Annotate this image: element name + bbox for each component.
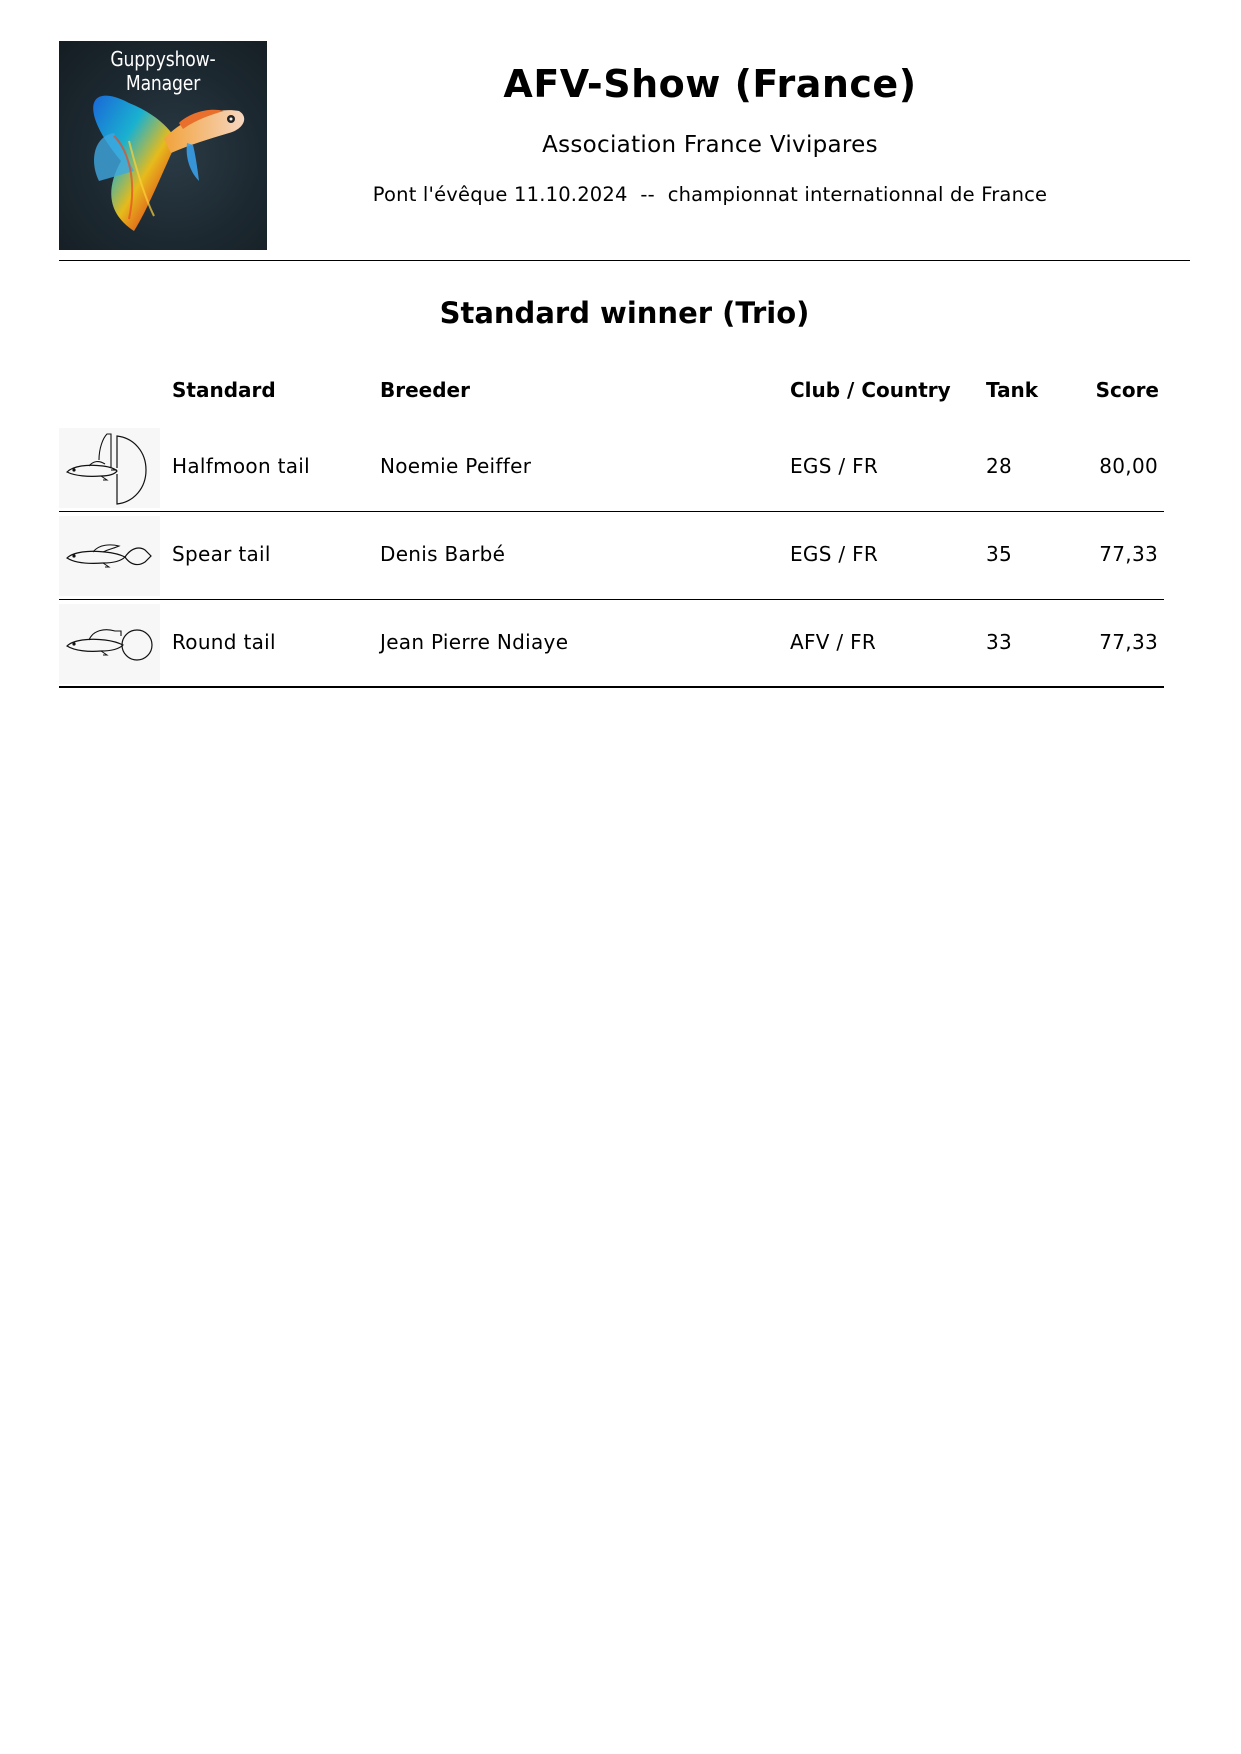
section-title: Standard winner (Trio) xyxy=(439,296,810,330)
header-divider xyxy=(59,260,1190,261)
breeder-cell: Noemie Peiffer xyxy=(380,454,532,478)
page-subtitle: Association France Vivipares xyxy=(542,132,878,158)
event-line: Pont l'évêque 11.10.2024 -- championnat internationnal de France xyxy=(372,183,1048,206)
standard-cell: Round tail xyxy=(172,630,276,654)
column-header-standard: Standard xyxy=(172,378,276,402)
tank-cell: 28 xyxy=(986,454,1013,478)
table-row xyxy=(59,512,1164,600)
column-header-club-country: Club / Country xyxy=(790,378,951,402)
page-title: AFV-Show (France) xyxy=(503,62,917,106)
spear-tail-icon xyxy=(59,516,160,596)
score-cell: 80,00 xyxy=(1099,454,1158,478)
tank-cell: 35 xyxy=(986,542,1013,566)
tank-cell: 33 xyxy=(986,630,1013,654)
standard-cell: Halfmoon tail xyxy=(172,454,310,478)
club-country-cell: EGS / FR xyxy=(790,542,879,566)
club-country-cell: AFV / FR xyxy=(790,630,877,654)
club-country-cell: EGS / FR xyxy=(790,454,879,478)
table-row xyxy=(59,600,1164,688)
breeder-cell: Denis Barbé xyxy=(380,542,506,566)
breeder-cell: Jean Pierre Ndiaye xyxy=(380,630,569,654)
round-tail-icon xyxy=(59,604,160,684)
halfmoon-tail-icon xyxy=(59,428,160,508)
table-bottom-rule xyxy=(59,686,1164,688)
logo-text: Guppyshow-Manager xyxy=(110,47,216,95)
column-header-breeder: Breeder xyxy=(380,378,470,402)
score-cell: 77,33 xyxy=(1099,542,1158,566)
table-row xyxy=(59,424,1164,512)
column-header-tank: Tank xyxy=(986,378,1039,402)
guppyshow-manager-logo xyxy=(59,41,267,250)
column-header-score: Score xyxy=(1095,378,1159,402)
standard-cell: Spear tail xyxy=(172,542,271,566)
score-cell: 77,33 xyxy=(1099,630,1158,654)
